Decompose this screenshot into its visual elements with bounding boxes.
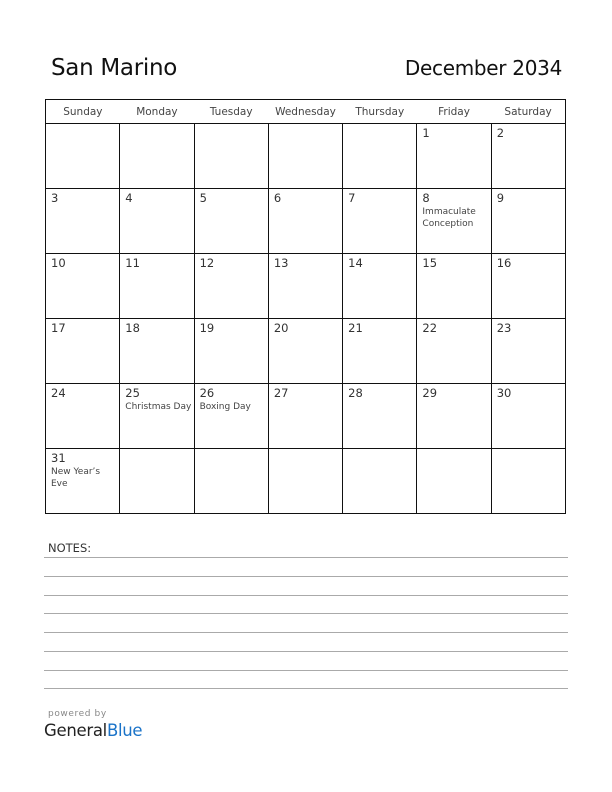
holiday-label: Christmas Day [125,402,192,412]
day-cell [417,189,491,254]
day-number: 20 [273,321,289,335]
notes-label: NOTES: [48,541,92,555]
powered-by-text: powered by [48,709,107,719]
day-cell [194,449,268,514]
day-number: 9 [496,191,505,205]
day-number: 28 [348,386,363,400]
day-cell [343,449,417,514]
day-cell [194,254,268,319]
brand-general: General [44,721,107,740]
weekday-sunday: Sunday [46,100,120,124]
day-number: 30 [496,386,512,400]
day-cell [491,384,565,449]
day-cell [343,124,417,189]
day-number [492,449,565,452]
note-line [44,576,568,577]
day-number: 3 [51,191,59,205]
day-number: 19 [199,321,215,335]
day-cell [120,189,194,254]
day-number [120,124,193,127]
day-number [343,124,416,127]
day-cell [46,384,120,449]
note-line [44,557,568,558]
day-cell [491,189,565,254]
day-cell [417,384,491,449]
day-cell [268,319,342,384]
day-cell [194,124,268,189]
day-cell [268,254,342,319]
day-number [343,449,416,452]
week-row [46,189,566,254]
week-row [46,384,566,449]
day-number [46,124,119,127]
day-cell [46,124,120,189]
day-number: 4 [125,191,133,205]
day-cell [46,319,120,384]
day-number: 11 [125,256,140,270]
day-number: 13 [273,256,289,270]
day-number: 1 [422,126,430,140]
day-cell [343,189,417,254]
week-row [46,449,566,514]
holiday-label: Immaculate Conception [422,207,476,229]
day-cell [194,189,268,254]
day-cell [268,124,342,189]
day-cell [46,254,120,319]
day-number: 31 [51,451,66,465]
day-number: 17 [51,321,66,335]
day-cell [417,254,491,319]
day-cell [417,449,491,514]
country-title: San Marino [51,55,178,81]
day-number: 6 [273,191,282,205]
day-cell [417,319,491,384]
holiday-label: Boxing Day [199,402,251,412]
note-line [44,670,568,671]
day-number: 15 [422,256,438,270]
day-number: 22 [422,321,438,335]
day-number: 18 [125,321,140,335]
day-cell [491,319,565,384]
day-number [269,124,342,127]
calendar-grid [45,99,566,514]
day-number: 26 [199,386,215,400]
holiday-label: New Year’s Eve [51,467,101,489]
day-number [269,449,342,452]
day-cell [120,384,194,449]
day-cell [343,319,417,384]
weekday-tuesday: Tuesday [194,100,268,124]
week-row [46,124,566,189]
day-cell [120,254,194,319]
day-cell [343,254,417,319]
day-cell [343,384,417,449]
day-number: 8 [422,191,430,205]
day-cell [268,189,342,254]
weekday-wednesday: Wednesday [268,100,342,124]
day-number: 12 [199,256,215,270]
day-number: 2 [496,126,505,140]
day-cell [194,319,268,384]
weekday-saturday: Saturday [491,100,565,124]
day-cell [491,254,565,319]
note-line [44,688,568,689]
day-number: 23 [496,321,512,335]
day-cell [120,124,194,189]
brand-logo [44,721,142,740]
day-number: 27 [273,386,289,400]
brand-blue: Blue [106,721,143,740]
day-number: 25 [125,386,140,400]
day-number: 24 [51,386,66,400]
weekday-thursday: Thursday [343,100,417,124]
day-number [417,449,490,452]
day-number [195,124,268,127]
day-cell [491,124,565,189]
weekday-header-row [46,100,566,124]
day-number: 21 [348,321,363,335]
note-line [44,595,568,596]
day-number: 16 [496,256,512,270]
day-cell [194,384,268,449]
day-number: 7 [348,191,356,205]
day-cell [268,384,342,449]
weekday-friday: Friday [417,100,491,124]
note-line [44,651,568,652]
day-cell [120,449,194,514]
week-row [46,319,566,384]
week-row [46,254,566,319]
day-number [195,449,268,452]
month-year-title: December 2034 [404,56,562,80]
day-cell [491,449,565,514]
day-cell [417,124,491,189]
day-cell [268,449,342,514]
day-number [120,449,193,452]
day-number: 29 [422,386,438,400]
day-number: 5 [199,191,207,205]
day-cell [46,449,120,514]
day-number: 10 [51,256,66,270]
note-line [44,632,568,633]
day-cell [120,319,194,384]
weekday-monday: Monday [120,100,194,124]
note-line [44,613,568,614]
day-number: 14 [348,256,363,270]
day-cell [46,189,120,254]
